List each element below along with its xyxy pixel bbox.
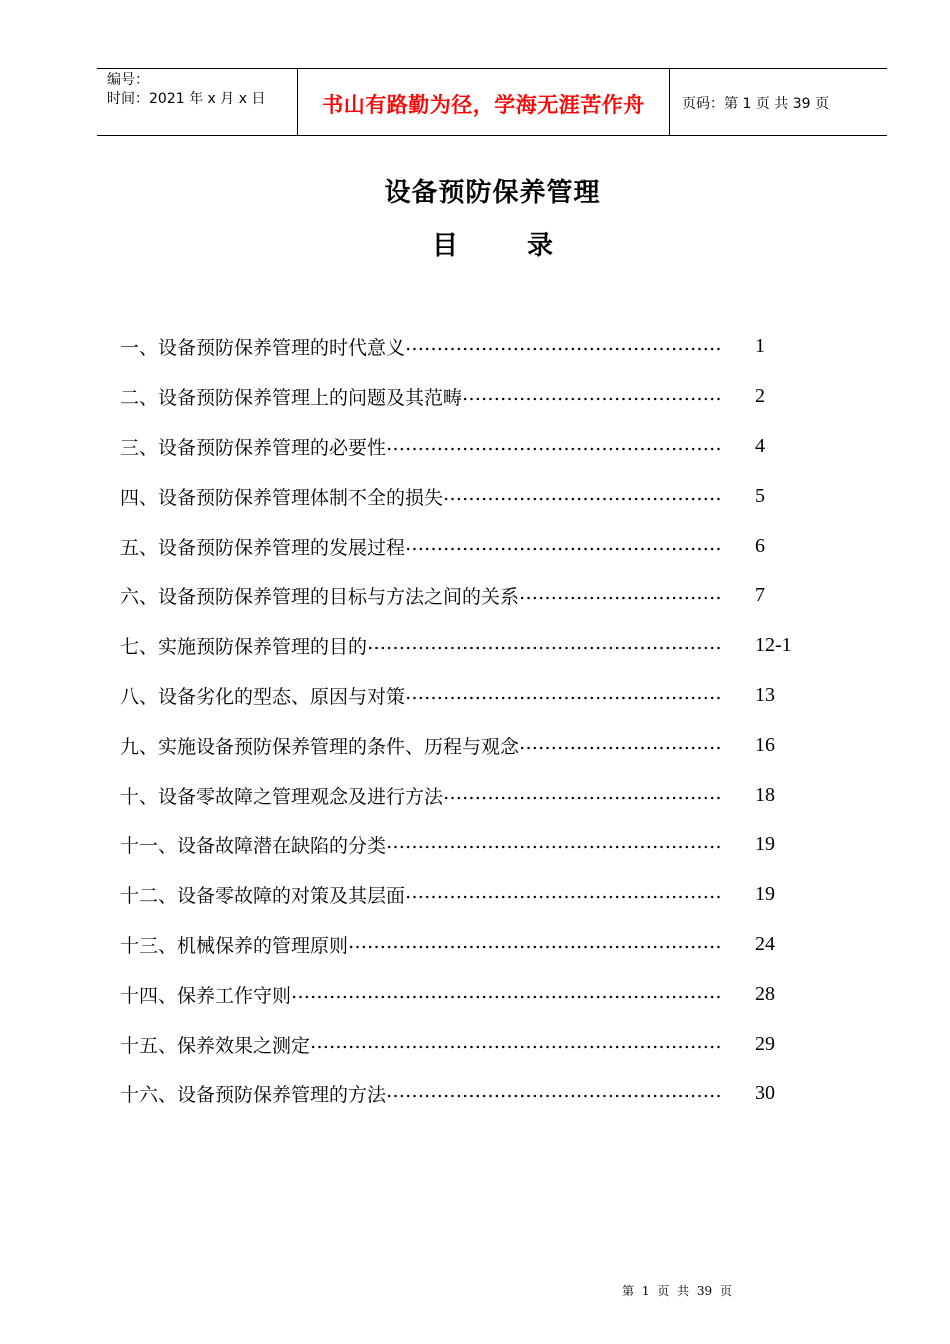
number-label: 编号： <box>107 72 149 88</box>
toc-leader-dots <box>405 333 720 360</box>
table-of-contents <box>120 322 810 1119</box>
toc-entry-page: 28 <box>755 982 775 1005</box>
toc-entry[interactable] <box>120 521 810 571</box>
toc-entry-label: 十六、设备预防保养管理的方法 <box>120 1084 387 1107</box>
toc-entry-label: 五、设备预防保养管理的发展过程 <box>120 536 406 559</box>
toc-entry-label: 一、设备预防保养管理的时代意义 <box>120 337 406 360</box>
toc-entry-label: 九、实施设备预防保养管理的条件、历程与观念 <box>120 735 520 758</box>
toc-leader-dots <box>443 483 720 510</box>
toc-entry-page: 18 <box>755 783 775 806</box>
toc-entry[interactable] <box>120 1019 810 1069</box>
toc-leader-dots <box>291 981 720 1008</box>
toc-entry-page: 12-1 <box>755 634 792 657</box>
toc-entry-label: 七、实施预防保养管理的目的 <box>120 636 368 659</box>
toc-heading-left: 目 <box>431 231 458 261</box>
toc-entry-label: 十四、保养工作守则 <box>120 984 292 1007</box>
toc-entry[interactable] <box>120 621 810 671</box>
toc-leader-dots <box>405 881 720 908</box>
toc-entry-page: 19 <box>755 833 775 856</box>
toc-entry-label: 十三、机械保养的管理原则 <box>120 934 349 957</box>
toc-heading-right: 录 <box>527 231 554 261</box>
toc-entry[interactable] <box>120 1069 810 1119</box>
toc-entry-page: 19 <box>755 883 775 906</box>
toc-entry-label: 二、设备预防保养管理上的问题及其范畴 <box>120 387 463 410</box>
toc-entry-label: 十五、保养效果之测定 <box>120 1034 311 1057</box>
toc-leader-dots <box>443 782 720 809</box>
toc-entry-page: 1 <box>755 335 765 358</box>
toc-leader-dots <box>405 682 720 709</box>
toc-entry-page: 24 <box>755 932 775 955</box>
toc-entry[interactable] <box>120 920 810 970</box>
toc-entry[interactable] <box>120 372 810 422</box>
toc-entry[interactable] <box>120 969 810 1019</box>
header-table <box>97 68 887 136</box>
toc-entry-page: 16 <box>755 733 775 756</box>
header-page-info: 页码：第 1 页 共 39 页 <box>682 96 829 112</box>
toc-leader-dots <box>386 433 720 460</box>
time-label: 时间：2021 年 x 月 x 日 <box>107 91 266 107</box>
toc-entry-label: 八、设备劣化的型态、原因与对策 <box>120 685 406 708</box>
toc-entry[interactable] <box>120 870 810 920</box>
page-footer: 第 1 页 共 39 页 <box>622 1284 732 1298</box>
toc-entry-page: 13 <box>755 683 775 706</box>
toc-entry-page: 5 <box>755 484 765 507</box>
toc-entry-label: 六、设备预防保养管理的目标与方法之间的关系 <box>120 586 520 609</box>
toc-entry[interactable] <box>120 471 810 521</box>
header-meta-cell <box>97 69 298 135</box>
toc-entry-page: 2 <box>755 385 765 408</box>
toc-entry[interactable] <box>120 720 810 770</box>
toc-entry-page: 30 <box>755 1082 775 1105</box>
toc-leader-dots <box>367 632 720 659</box>
header-motto: 书山有路勤为径，学海无涯苦作舟 <box>298 69 670 135</box>
toc-entry[interactable] <box>120 770 810 820</box>
document-title: 设备预防保养管理 <box>384 178 601 208</box>
toc-entry[interactable] <box>120 820 810 870</box>
toc-leader-dots <box>405 533 720 560</box>
toc-entry-page: 29 <box>755 1032 775 1055</box>
toc-entry-label: 十、设备零故障之管理观念及进行方法 <box>120 785 444 808</box>
toc-leader-dots <box>310 1031 720 1058</box>
toc-entry-label: 四、设备预防保养管理体制不全的损失 <box>120 486 444 509</box>
toc-entry-label: 十二、设备零故障的对策及其层面 <box>120 885 406 908</box>
toc-entry-page: 4 <box>755 434 765 457</box>
toc-entry-label: 十一、设备故障潜在缺陷的分类 <box>120 835 387 858</box>
toc-leader-dots <box>386 831 720 858</box>
toc-heading <box>0 225 950 262</box>
toc-leader-dots <box>462 383 720 410</box>
toc-entry[interactable] <box>120 571 810 621</box>
toc-entry[interactable] <box>120 422 810 472</box>
toc-leader-dots <box>386 1080 720 1107</box>
toc-leader-dots <box>519 582 720 609</box>
toc-entry-page: 6 <box>755 534 765 557</box>
toc-entry[interactable] <box>120 671 810 721</box>
toc-leader-dots <box>519 732 720 759</box>
toc-entry-page: 7 <box>755 584 765 607</box>
toc-entry[interactable] <box>120 322 810 372</box>
toc-entry-label: 三、设备预防保养管理的必要性 <box>120 436 387 459</box>
toc-leader-dots <box>348 931 720 958</box>
